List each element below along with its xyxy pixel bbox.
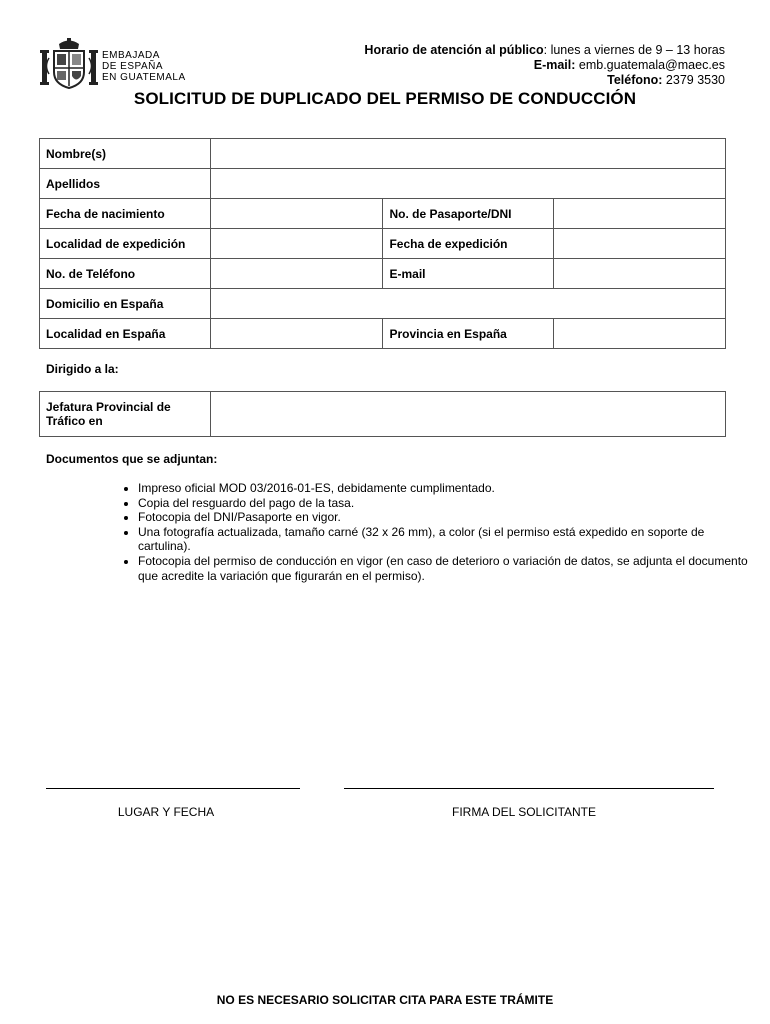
contact-info xyxy=(364,43,725,88)
contact-email xyxy=(364,58,725,73)
provincia-espana-field[interactable] xyxy=(554,319,726,349)
jefatura-label-line-2: Tráfico en xyxy=(46,414,103,428)
form-row xyxy=(40,319,726,349)
form-row xyxy=(40,289,726,319)
logo-line-2: DE ESPAÑA xyxy=(102,61,163,72)
localidad-espana-field[interactable] xyxy=(210,319,383,349)
hours-value: : lunes a viernes de 9 – 13 horas xyxy=(543,43,725,57)
fecha-expedicion-field[interactable] xyxy=(554,229,726,259)
localidad-expedicion-label: Localidad de expedición xyxy=(40,229,211,259)
hours-label: Horario de atención al público xyxy=(364,43,544,57)
jefatura-label xyxy=(40,392,211,437)
lugar-fecha-label: LUGAR Y FECHA xyxy=(117,805,215,819)
fecha-expedicion-label: Fecha de expedición xyxy=(383,229,554,259)
pasaporte-label: No. de Pasaporte/DNI xyxy=(383,199,554,229)
page-title: SOLICITUD DE DUPLICADO DEL PERMISO DE CONDUCCIÓN xyxy=(133,89,637,108)
documentos-label: Documentos que se adjuntan: xyxy=(46,452,218,466)
list-item: • Una fotografía actualizada, tamaño carné (32 x 26 mm), a color (si el permiso está expedido en soporte de cartulina). xyxy=(138,525,748,554)
localidad-expedicion-field[interactable] xyxy=(210,229,383,259)
nombres-field[interactable] xyxy=(210,139,725,169)
form-row xyxy=(40,199,726,229)
email-label: E-mail xyxy=(383,259,554,289)
coat-of-arms-icon xyxy=(40,38,98,90)
list-item: • Fotocopia del DNI/Pasaporte en vigor. xyxy=(138,510,748,525)
email-field[interactable] xyxy=(554,259,726,289)
jefatura-form xyxy=(39,391,726,437)
contact-phone xyxy=(364,73,725,88)
fecha-nacimiento-label: Fecha de nacimiento xyxy=(40,199,211,229)
nombres-label: Nombre(s) xyxy=(40,139,211,169)
logo-line-3: EN GUATEMALA xyxy=(102,72,186,83)
phone-value: 2379 3530 xyxy=(662,73,725,87)
documents-list xyxy=(110,481,748,583)
domicilio-field[interactable] xyxy=(210,289,725,319)
dirigido-label: Dirigido a la: xyxy=(46,362,119,376)
lugar-fecha-line[interactable] xyxy=(46,788,300,789)
pasaporte-field[interactable] xyxy=(554,199,726,229)
provincia-espana-label: Provincia en España xyxy=(383,319,554,349)
form-row xyxy=(40,392,726,437)
logo-line-1: EMBAJADA xyxy=(102,50,160,61)
email-label: E-mail: xyxy=(533,58,576,72)
footer-note: NO ES NECESARIO SOLICITAR CITA PARA ESTE TRÁMITE xyxy=(216,993,554,1007)
office-hours xyxy=(364,43,725,58)
form-row xyxy=(40,169,726,199)
phone-label: Teléfono: xyxy=(607,73,663,87)
domicilio-label: Domicilio en España xyxy=(40,289,211,319)
list-item: • Fotocopia del permiso de conducción en vigor (en caso de deterioro o variación de datos, se adjunta el documento que acredite la variación que figurarán en el permiso). xyxy=(138,554,748,583)
applicant-form xyxy=(39,138,726,349)
list-item: • Impreso oficial MOD 03/2016-01-ES, debidamente cumplimentado. xyxy=(138,481,748,496)
localidad-espana-label: Localidad en España xyxy=(40,319,211,349)
fecha-nacimiento-field[interactable] xyxy=(210,199,383,229)
form-row xyxy=(40,139,726,169)
jefatura-label-line-1: Jefatura Provincial de xyxy=(46,400,171,414)
form-row xyxy=(40,229,726,259)
jefatura-field[interactable] xyxy=(210,392,725,437)
apellidos-label: Apellidos xyxy=(40,169,211,199)
firma-line[interactable] xyxy=(344,788,714,789)
telefono-field[interactable] xyxy=(210,259,383,289)
firma-label: FIRMA DEL SOLICITANTE xyxy=(451,805,597,819)
email-value: emb.guatemala@maec.es xyxy=(575,58,725,72)
form-row xyxy=(40,259,726,289)
list-item: • Copia del resguardo del pago de la tasa. xyxy=(138,496,748,511)
embassy-logo xyxy=(40,38,200,90)
apellidos-field[interactable] xyxy=(210,169,725,199)
telefono-label: No. de Teléfono xyxy=(40,259,211,289)
